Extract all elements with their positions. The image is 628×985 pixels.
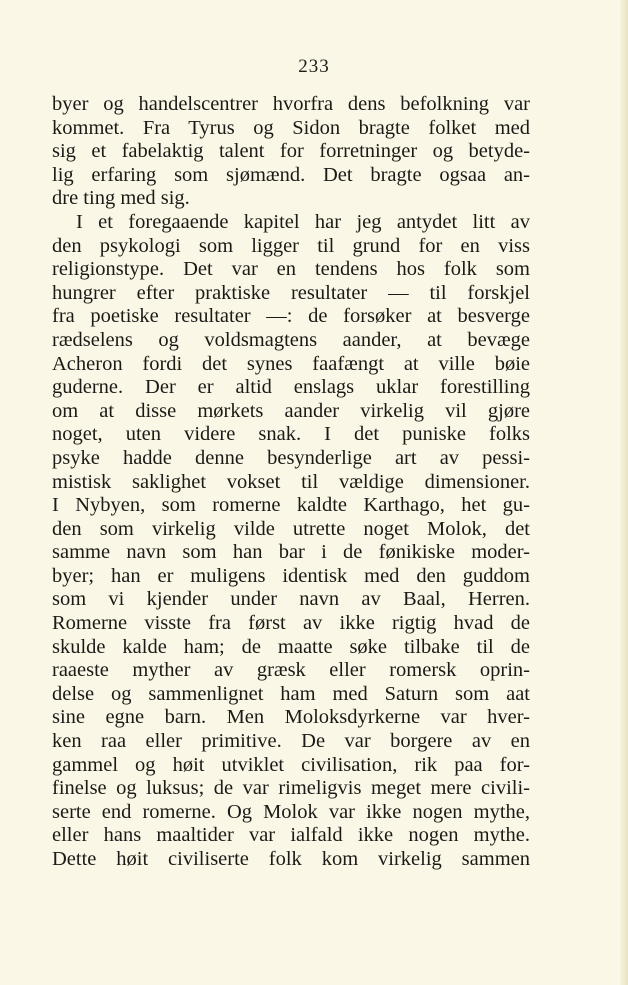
text-line: Acheron fordi det synes faafængt at ville bøie [52,352,530,375]
text-line: gammel og høit utviklet civilisation, rik paa for- [52,753,530,776]
text-line: lig erfaring som sjømænd. Det bragte ogsaa an- [52,163,530,186]
text-line: hungrer efter praktiske resultater — til forskjel [52,281,530,304]
text-line: delse og sammenlignet ham med Saturn som aat [52,682,530,705]
page-number: 233 [298,56,330,77]
text-line: som vi kjender under navn av Baal, Herren. [52,588,530,611]
text-line: dre ting med sig. [52,187,190,210]
page-edge [620,0,628,985]
text-line: kommet. Fra Tyrus og Sidon bragte folket med [52,116,530,139]
text-line: samme navn som han bar i de fønikiske moder- [52,541,530,564]
text-line: guderne. Der er altid enslags uklar forestilling [52,376,530,399]
text-line: I Nybyen, som romerne kaldte Karthago, het gu- [52,494,530,517]
text-line: raaeste myther av græsk eller romersk oprin- [52,659,530,682]
text-line: byer; han er muligens identisk med den guddom [52,564,530,587]
text-line: om at disse mørkets aander virkelig vil gjøre [52,399,530,422]
text-line: den psykologi som ligger til grund for en viss [52,234,530,257]
text-line: finelse og luksus; de var rimeligvis meget mere civili- [52,777,530,800]
text-line: eller hans maaltider var ialfald ikke nogen mythe. [52,824,530,847]
text-line: skulde kalde ham; de maatte søke tilbake til de [52,635,530,658]
text-line: Dette høit civiliserte folk kom virkelig sammen [52,848,530,870]
text-line: rædselens og voldsmagtens aander, at bevæge [52,328,530,351]
text-line: Romerne visste fra først av ikke rigtig hvad de [52,612,530,635]
body-text [52,93,530,872]
text-line: fra poetiske resultater —: de forsøker at besverge [52,305,530,328]
text-line: sine egne barn. Men Moloksdyrkerne var hver- [52,706,530,729]
text-line: ken raa eller primitive. De var borgere av en [52,730,530,753]
text-line: mistisk saklighet vokset til vældige dimensioner. [52,470,530,493]
text-line: psyke hadde denne besynderlige art av pessi- [52,446,530,469]
text-line: I et foregaaende kapitel har jeg antydet litt av [76,210,530,233]
text-line: noget, uten videre snak. I det puniske folks [52,423,530,446]
text-line: den som virkelig vilde utrette noget Molok, det [52,517,530,540]
text-line: religionstype. Det var en tendens hos folk som [52,258,530,281]
text-line: serte end romerne. Og Molok var ikke nogen mythe, [52,800,530,823]
text-line: byer og handelscentrer hvorfra dens befolkning var [52,93,530,115]
text-line: sig et fabelaktig talent for forretninger og betyde- [52,140,530,163]
